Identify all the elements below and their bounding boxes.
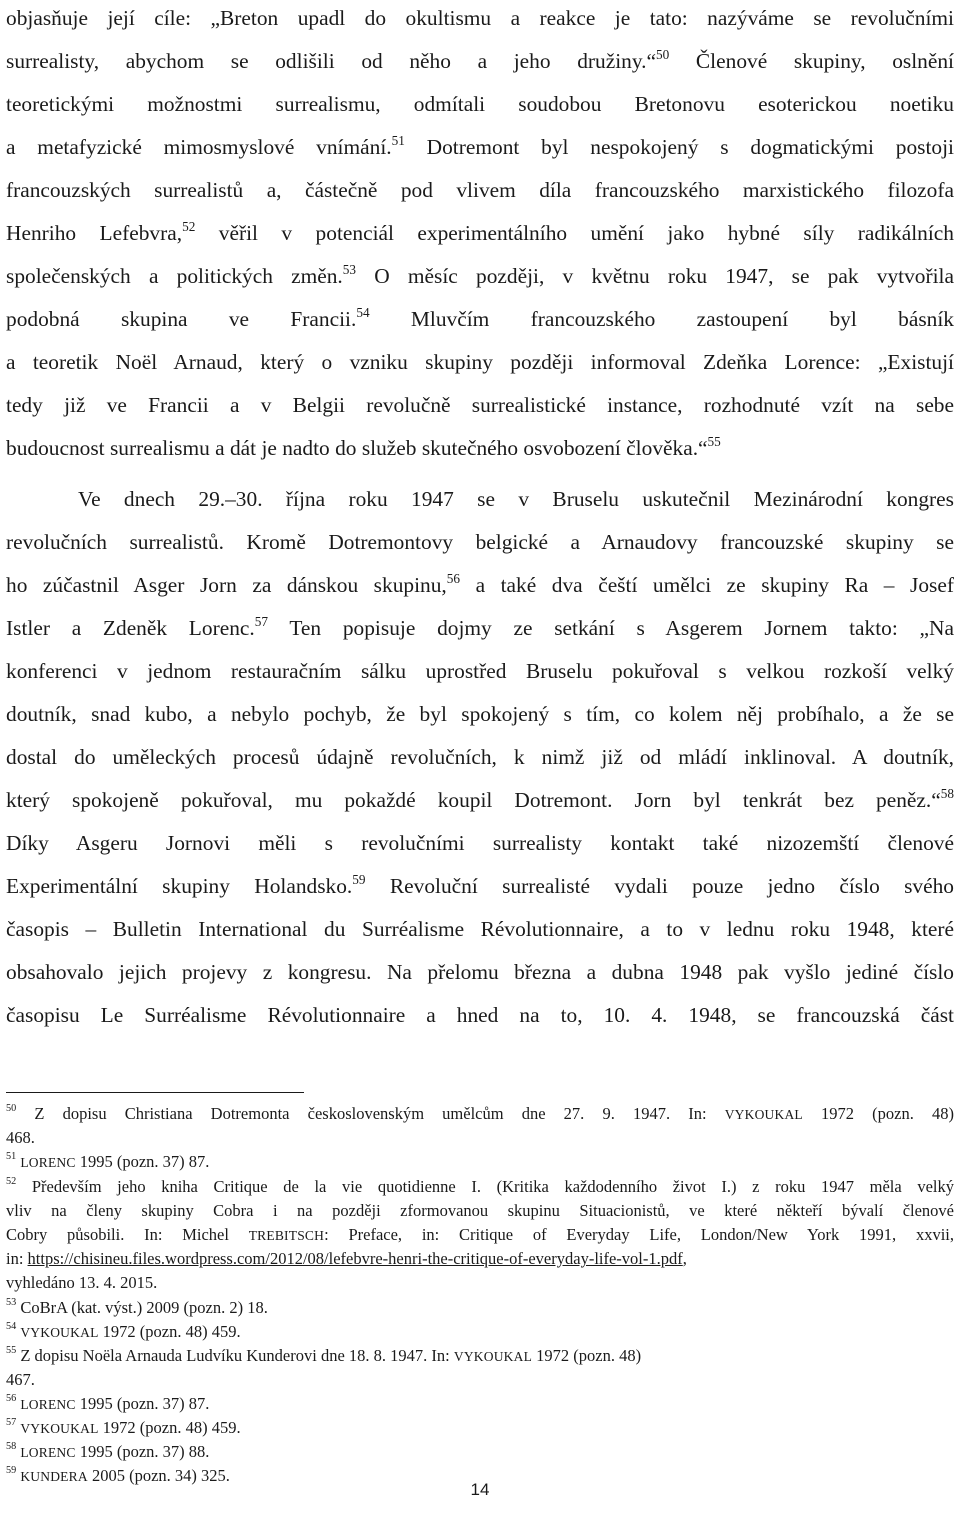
- body-line: doutník, snad kubo, a nebylo pochyb, že byl spokojený s tím, co kolem něj probíhalo, a že se: [6, 702, 954, 726]
- footnote-52-cont: in: https://chisineu.files.wordpress.com/2012/08/lefebvre-henri-the-critique-of-everyday-life-vol-1.pdf,: [6, 1249, 687, 1268]
- footnote-51: $^{51}$ LORENC 1995 (pozn. 37) 87.: [6, 1151, 210, 1171]
- footnote-ref[interactable]: 59: [352, 871, 366, 887]
- body-line: společenských a politických změn.$^{53}$ O měsíc později, v květnu roku 1947, se pak vytvořila: [6, 261, 954, 288]
- body-line: dostal do uměleckých procesů údajně revolučních, k nimž již od mládí inklinoval. A doutník,: [6, 745, 954, 769]
- footnote-55-cont: 467.: [6, 1370, 35, 1389]
- body-line: budoucnost surrealismu a dát je nadto do služeb skutečného osvobození člověka.“$^{55}$: [6, 433, 721, 460]
- footnote-ref[interactable]: 50: [656, 46, 670, 62]
- footnote-58: $^{58}$ LORENC 1995 (pozn. 37) 88.: [6, 1441, 210, 1461]
- body-line: časopisu Le Surréalisme Révolutionnaire a hned na to, 10. 4. 1948, se francouzská část: [6, 1003, 954, 1027]
- body-line: objasňuje její cíle: „Breton upadl do okultismu a reakce je tato: nazýváme se revolučními: [6, 6, 954, 30]
- body-line: revolučních surrealistů. Kromě Dotremontovy belgické a Arnaudovy francouzské skupiny se: [6, 530, 954, 554]
- footnote-ref[interactable]: 57: [254, 613, 268, 629]
- body-line: Istler a Zdeněk Lorenc.$^{57}$ Ten popisuje dojmy ze setkání s Asgerem Jornem takto: „Na: [6, 613, 954, 640]
- footnote-ref[interactable]: 56: [446, 570, 461, 586]
- body-line: teoretickými možnostmi surrealismu, odmítali soudobou Bretonovu esoterickou noetiku: [6, 92, 954, 116]
- footnote-57: $^{57}$ VYKOUKAL 1972 (pozn. 48) 459.: [6, 1417, 241, 1437]
- footnote-ref[interactable]: 58: [940, 785, 954, 801]
- footnote-50-cont: 468.: [6, 1128, 35, 1147]
- footnote-53: $^{53}$ CoBrA (kat. výst.) 2009 (pozn. 2) 18.: [6, 1297, 268, 1317]
- footnote-link[interactable]: https://chisineu.files.wordpress.com/2012/08/lefebvre-henri-the-critique-of-everyday-life-vol-1.pdf: [27, 1249, 683, 1268]
- body-line: který spokojeně pokuřoval, mu pokaždé koupil Dotremont. Jorn byl tenkrát bez peněz.“$^{58}$: [6, 785, 954, 812]
- footnote-59: $^{59}$ KUNDERA 2005 (pozn. 34) 325.: [6, 1465, 230, 1485]
- body-line: podobná skupina ve Francii.$^{54}$ Mluvčím francouzského zastoupení byl básník: [6, 304, 954, 331]
- footnote-ref[interactable]: 55: [707, 433, 721, 449]
- footnote-52-cont: vliv na členy skupiny Cobra i na později zformovanou skupinu Situacionistů, ve které někteří bývalí členové: [6, 1201, 954, 1220]
- body-line: ho zúčastnil Asger Jorn za dánskou skupinu,$^{56}$ a také dva čeští umělci ze skupiny Ra – Josef: [6, 570, 954, 597]
- footnote-ref[interactable]: 52: [182, 218, 196, 234]
- body-line: francouzských surrealistů a, částečně pod vlivem díla francouzského marxistického filozofa: [6, 178, 954, 202]
- footnote-ref[interactable]: 54: [356, 304, 370, 320]
- footnote-54: $^{54}$ VYKOUKAL 1972 (pozn. 48) 459.: [6, 1321, 241, 1341]
- footnote-separator: [6, 1092, 304, 1093]
- body-line: a teoretik Noël Arnaud, který o vzniku skupiny později informoval Zdeňka Lorence: „Existují: [6, 350, 954, 374]
- body-line: obsahovalo jejich projevy z kongresu. Na přelomu března a dubna 1948 pak vyšlo jediné číslo: [6, 960, 954, 984]
- footnote-52-cont: Cobry působili. In: Michel TREBITSCH: Preface, in: Critique of Everyday Life, London/New York 1991, xxvii,: [6, 1225, 954, 1244]
- body-line: surrealisty, abychom se odlišili od něho a jeho družiny.“$^{50}$ Členové skupiny, oslnění: [6, 46, 954, 73]
- body-line: a metafyzické mimosmyslové vnímání.$^{51}$ Dotremont byl nespokojený s dogmatickými postoji: [6, 132, 954, 159]
- footnote-ref[interactable]: 53: [342, 261, 357, 277]
- page-number: 14: [470, 1480, 490, 1499]
- body-line: časopis – Bulletin International du Surréalisme Révolutionnaire, a to v lednu roku 1948, které: [6, 917, 954, 941]
- paragraph-first-line: Ve dnech 29.–30. října roku 1947 se v Bruselu uskutečnil Mezinárodní kongres: [78, 487, 954, 511]
- body-line: konferenci v jednom restauračním sálku uprostřed Bruselu pokuřoval s velkou rozkoší velký: [6, 659, 954, 683]
- body-line: Díky Asgeru Jornovi měli s revolučními surrealisty kontakt také nizozemští členové: [6, 831, 954, 855]
- body-line: Experimentální skupiny Holandsko.$^{59}$ Revoluční surrealisté vydali pouze jedno číslo svého: [6, 871, 954, 898]
- footnote-55: $^{55}$ Z dopisu Noëla Arnauda Ludvíku Kunderovi dne 18. 8. 1947. In: VYKOUKAL 1972 (pozn. 48): [6, 1345, 642, 1365]
- footnote-52-cont: vyhledáno 13. 4. 2015.: [6, 1273, 158, 1292]
- body-line: tedy již ve Francii a v Belgii revolučně surrealistické instance, rozhodnuté vzít na sebe: [6, 393, 954, 417]
- body-line: Henriho Lefebvra,$^{52}$ věřil v potenciál experimentálního umění jako hybné síly radikálních: [6, 218, 954, 245]
- footnote-56: $^{56}$ LORENC 1995 (pozn. 37) 87.: [6, 1393, 210, 1413]
- footnote-52: $^{52}$ Především jeho kniha Critique de la vie quotidienne I. (Kritika každodenního život I.) z roku 1947 měla velký: [6, 1176, 954, 1196]
- footnote-50: $^{50}$ Z dopisu Christiana Dotremonta československým umělcům dne 27. 9. 1947. In: VYKOUKAL 1972 (pozn. 48): [6, 1103, 954, 1123]
- footnote-ref[interactable]: 51: [391, 132, 405, 148]
